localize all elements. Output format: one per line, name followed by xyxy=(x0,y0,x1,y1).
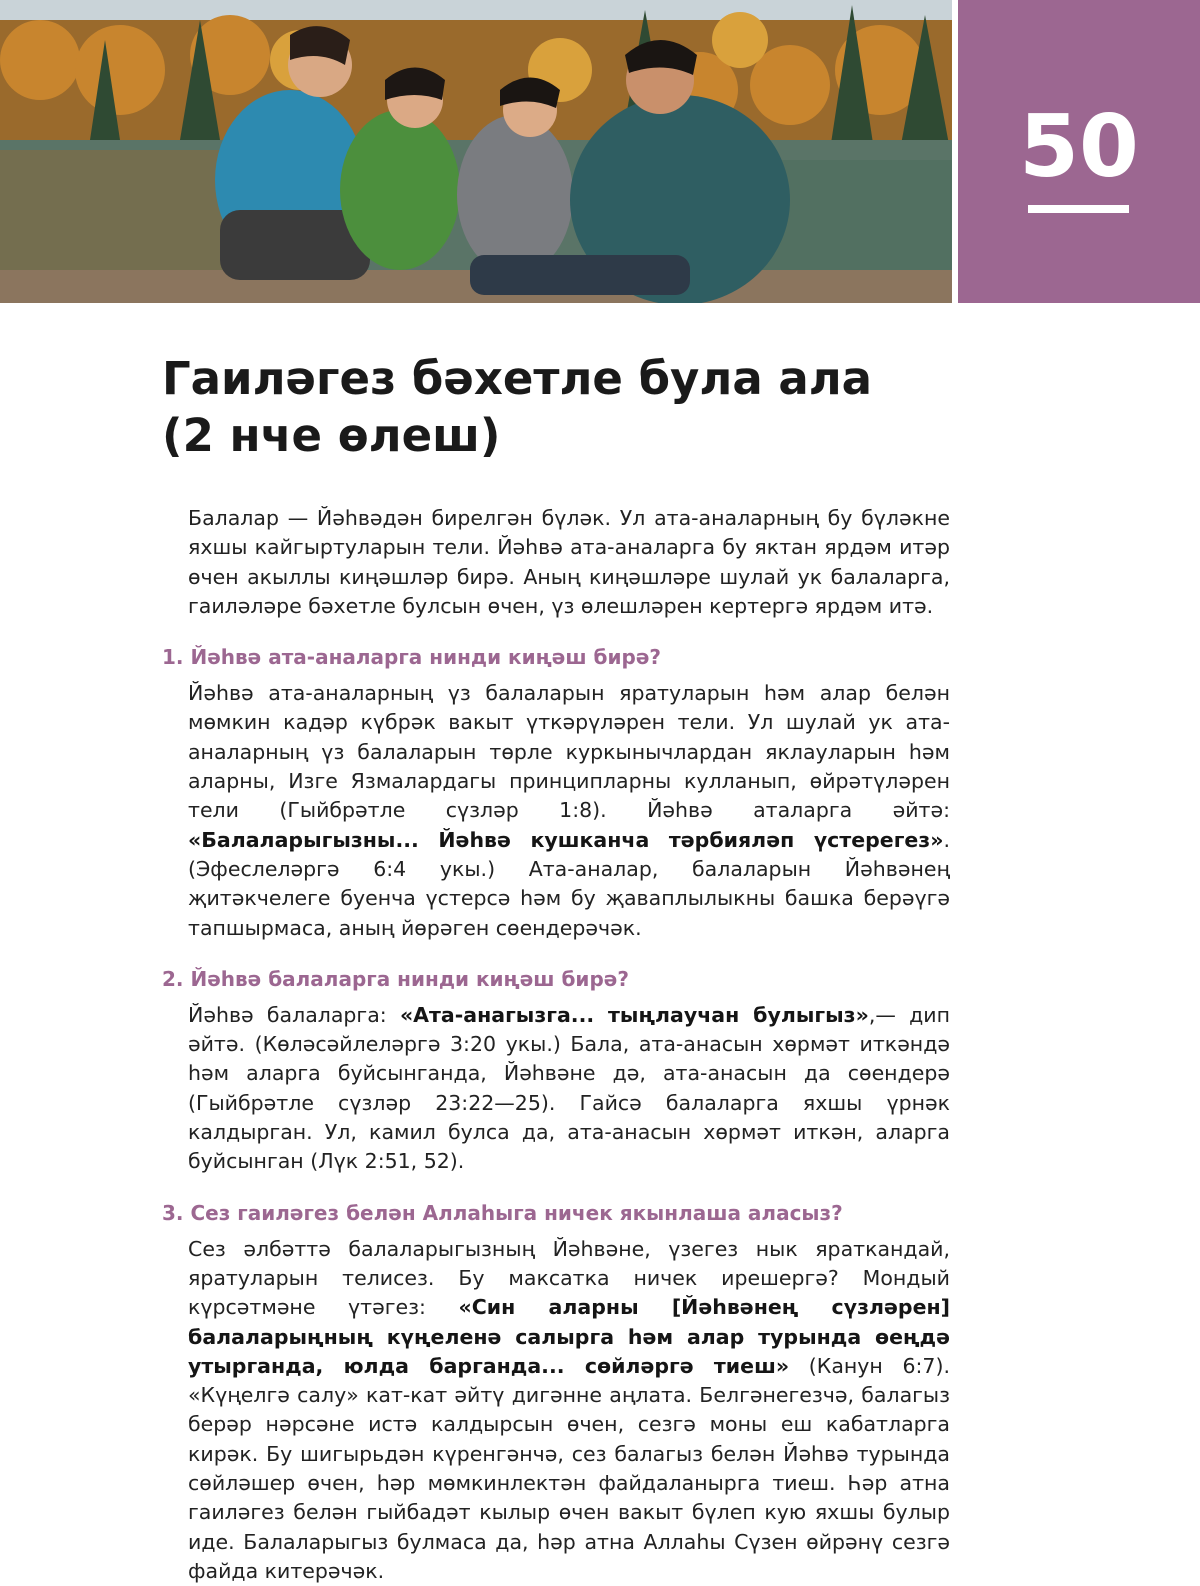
lesson-content xyxy=(162,500,951,1586)
section-1-text-b: . (Эфеслеләргә 6:4 укы.) Ата-аналар, балаларын Йәһвәнең җитәкчелеге буенча үстерсә һәм бу җаваплылыкны башка берәүгә тапшырмаса, аның йөрәген сөендерәчәк. xyxy=(188,827,950,940)
lesson-number: 50 xyxy=(1019,97,1139,197)
section-heading-1: 1. Йәһвә ата-аналарга нинди киңәш бирә? xyxy=(162,645,662,670)
section-1-quote: «Балаларыгызны... Йәһвә кушканча тәрбияләп үстерегез» xyxy=(188,827,944,852)
section-3-text-a: Сез әлбәттә балаларыгызның Йәһвәне, үзегез нык яраткандай, яратуларын телисез. Бу максатка ничек ирешергә? Мондый күрсәтмәне үтәгез: xyxy=(188,1236,950,1320)
section-heading-3: 3. Сез гаиләгез белән Аллаһыга ничек якынлаша аласыз? xyxy=(162,1200,843,1225)
section-2-text-a: Йәһвә балаларга: xyxy=(188,1002,400,1027)
section-paragraph-2 xyxy=(188,1001,950,1177)
intro-paragraph: Балалар — Йәһвәдән бирелгән бүләк. Ул ата-аналарның бу бүләкне яхшы кайгыртуларын тели. Йәһвә ата-аналарга бу яктан ярдәм итәр өчен акыллы киңәшләр бирә. Аның киңәшләре шулай ук балаларга, гаиләләре бәхетле булсын өчен, үз өлешләрен кертергә ярдәм итә. xyxy=(188,506,950,618)
section-2-text-b: ,— дип әйтә. (Көләсәйлеләргә 3:20 укы.) Бала, ата-анасын хөрмәт иткәндә һәм аларга буйсынганда, Йәһвәне дә, ата-анасын да сөендерә (Гыйбрәтле сүзләр 23:22—25). Гайсә балаларга яхшы үрнәк калдырган. Ул, камил булса да, ата-анасын хөрмәт иткән, аларга буйсынган (Лүк 2:51, 52). xyxy=(188,1002,950,1174)
lesson-number-badge xyxy=(958,0,1200,303)
section-3-text-b: (Канун 6:7). «Күңелгә салу» кат-кат әйтү дигәнне аңлата. Белгәнегезчә, балагыз берәр нәрсәне истә калдырсын өчен, сезгә моны еш кабатларга кирәк. Бу шигырьдән күренгәнчә, сез балагыз белән Йәһвә турында сөйләшер өчен, һәр мөмкинлектән файдаланырга тиеш. Һәр атна гаиләгез белән гыйбадәт кылыр өчен вакыт бүлеп кую яхшы булыр иде. Балаларыгыз булмаса да, һәр атна Аллаһы Сүзен өйрәнү сезгә файда китерәчәк. xyxy=(188,1353,950,1583)
page-title xyxy=(162,350,962,464)
section-paragraph-3 xyxy=(188,1235,950,1586)
badge-underline xyxy=(1028,205,1129,213)
section-heading-2: 2. Йәһвә балаларга нинди киңәш бирә? xyxy=(162,966,629,991)
header-photo xyxy=(0,0,952,303)
section-3-quote: «Син аларны [Йәһвәнең сүзләрен] балаларыңның күңеленә салырга һәм алар турында өеңдә утырганда, юлда барганда... сөйләргә тиеш» xyxy=(188,1295,951,1378)
section-paragraph-1 xyxy=(188,679,950,943)
section-2-quote: «Ата-анагызга... тыңлаучан булыгыз» xyxy=(399,1002,869,1027)
family-photo-illustration xyxy=(0,0,952,303)
title-line-2: (2 нче өлеш) xyxy=(162,409,501,462)
title-line-1: Гаиләгез бәхетле була ала xyxy=(162,352,873,405)
section-1-text-a: Йәһвә ата-аналарның үз балаларын яратуларын һәм алар белән мөмкин кадәр күбрәк вакыт үткәрүләрен тели. Ул шулай ук ата-аналарның үз балаларын төрле куркынычлардан яклауларын һәм аларны, Изге Язмалардагы принципларны кулланып, өйрәтүләрен тели (Гыйбрәтле сүзләр 1:8). Йәһвә аталарга әйтә: xyxy=(188,681,950,823)
